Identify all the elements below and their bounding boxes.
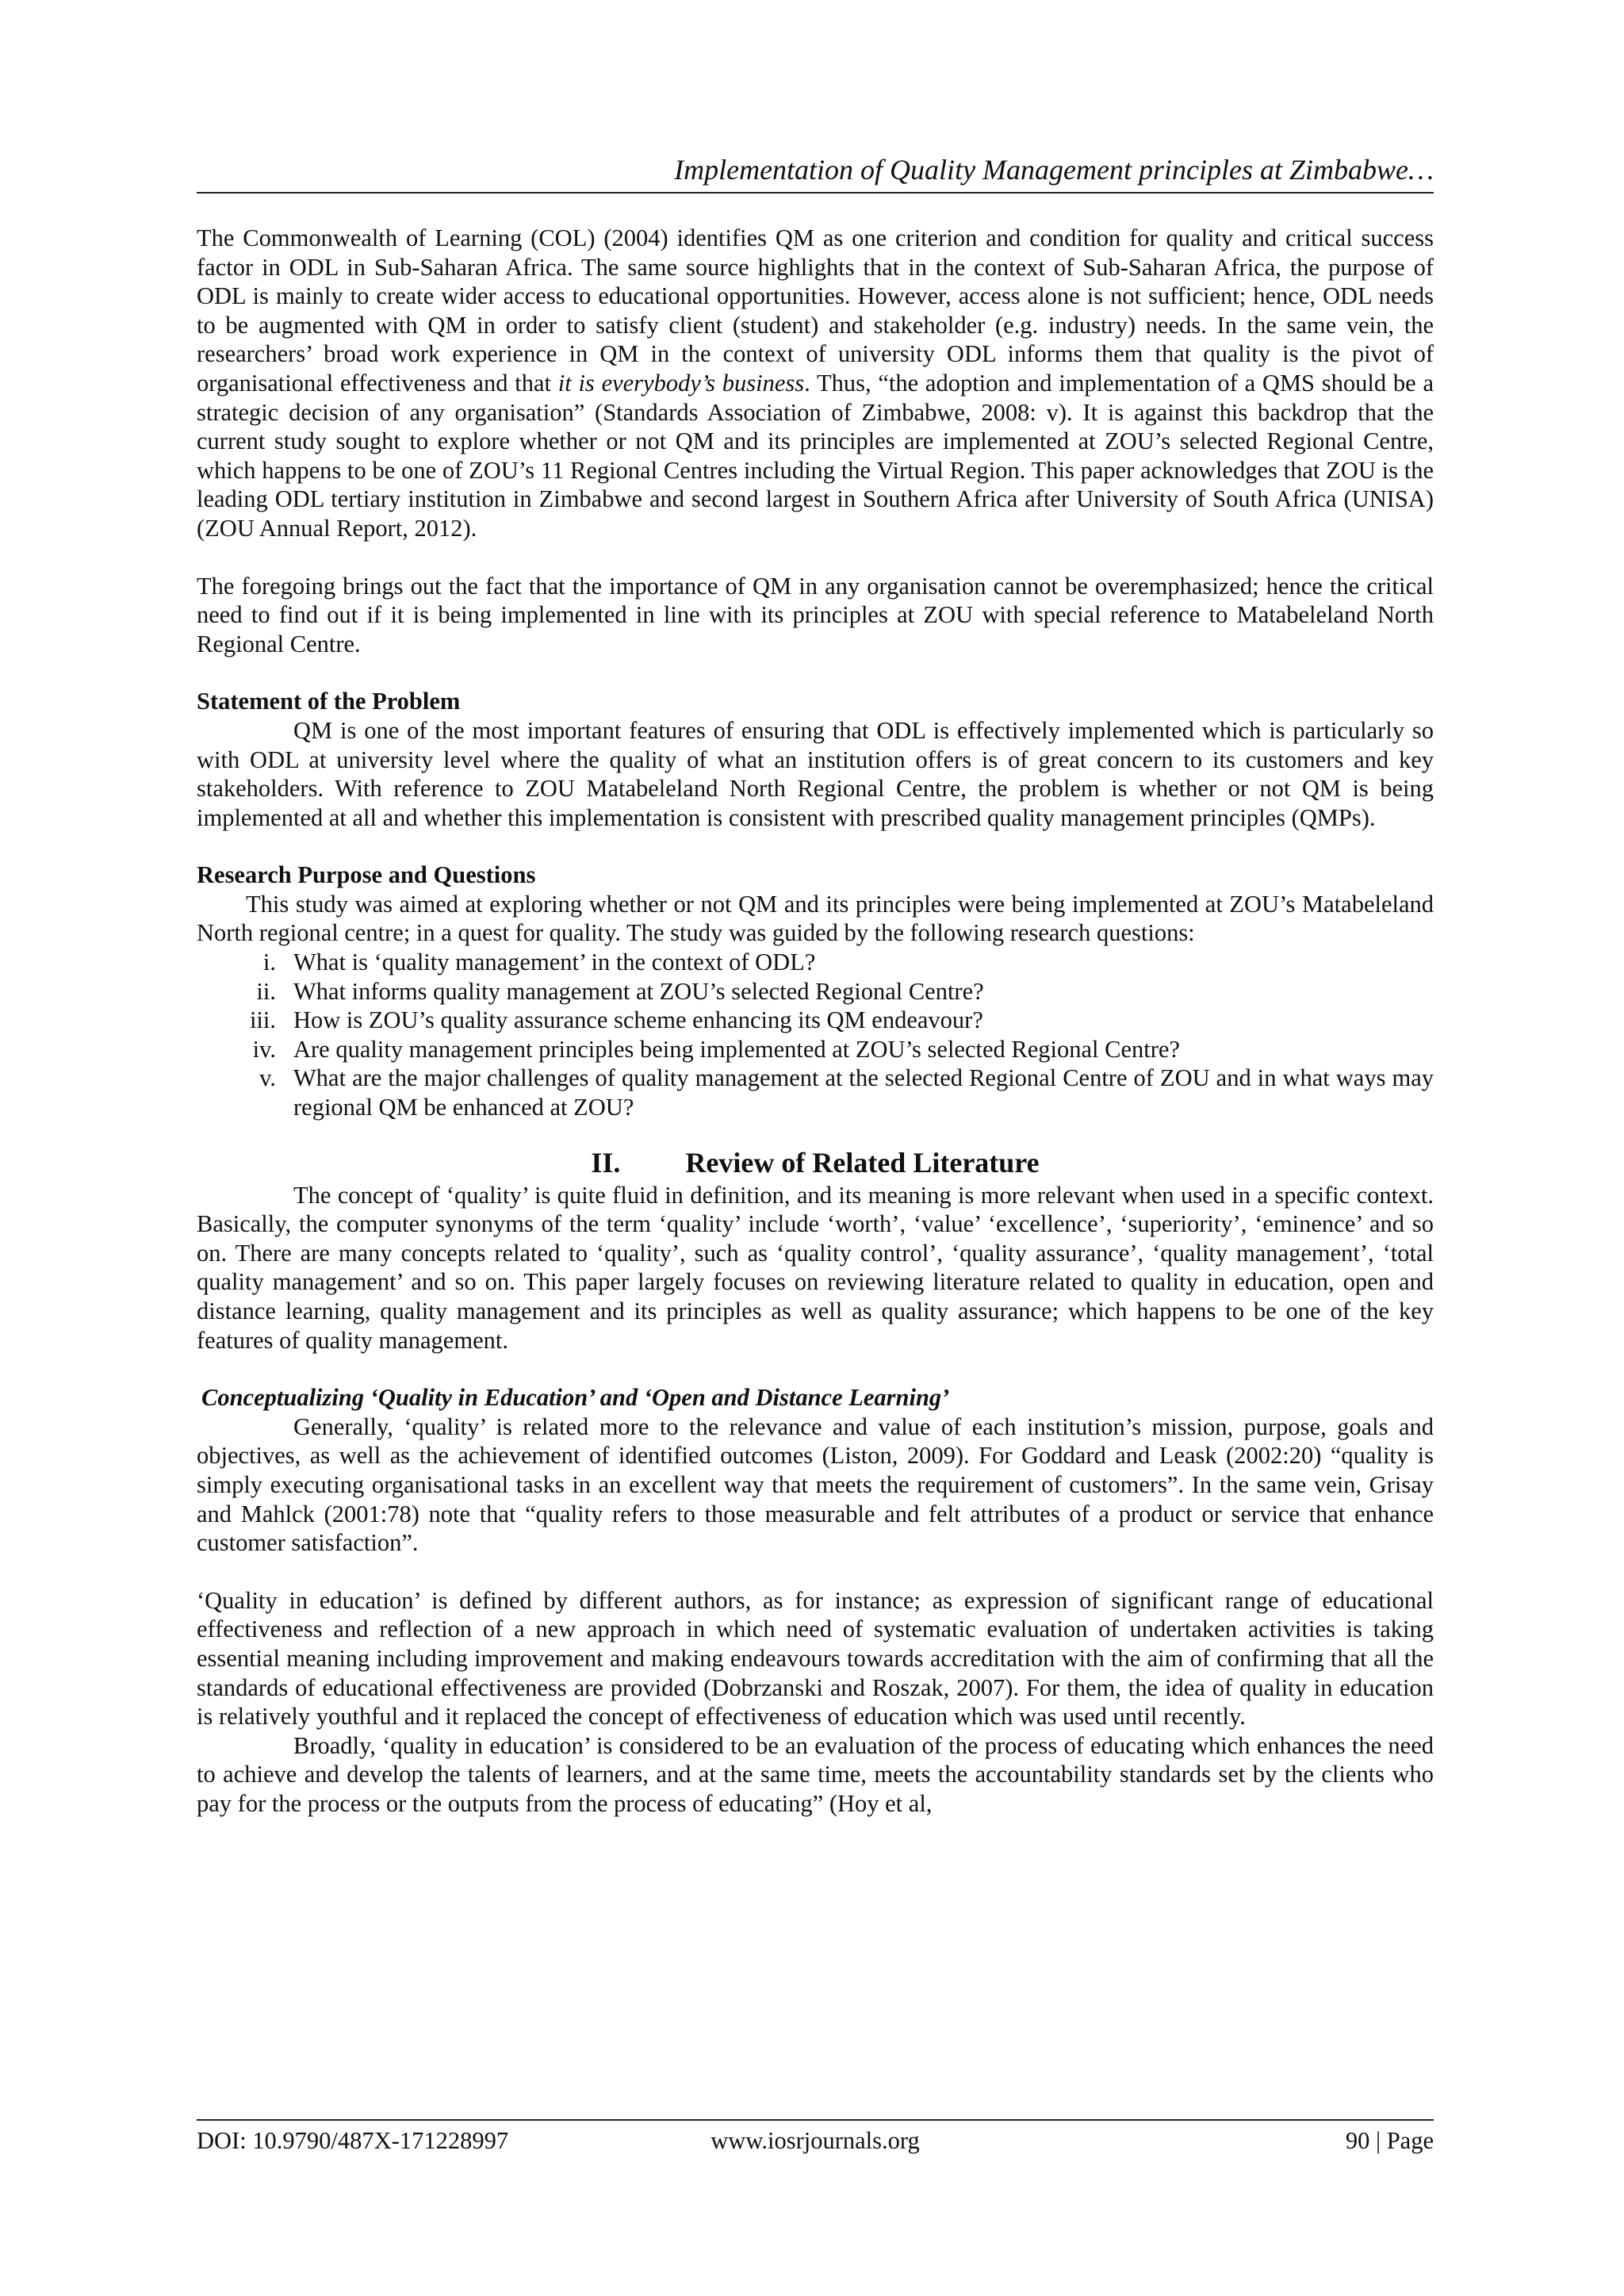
header-divider: [197, 192, 1434, 194]
list-item: [197, 977, 1434, 1006]
problem-heading: Statement of the Problem: [197, 688, 461, 715]
concept-paragraph-2: ‘Quality in education’ is defined by different authors, as for instance; as expression of significant range of educational effectiveness and reflection of a new approach in which need of systematic evaluation of undertaken activities is taking essential meaning including improvement and making endeavours towards accreditation with the aim of confirming that all the standards of educational effectiveness are provided (Dobrzanski and Roszak, 2007). For them, the idea of quality in education is relatively youthful and it replaced the concept of effectiveness of education which was used until recently.: [197, 1586, 1434, 1731]
list-item: [197, 948, 1434, 977]
list-item: [197, 1006, 1434, 1035]
literature-paragraph: The concept of ‘quality’ is quite fluid in definition, and its meaning is more relevant when used in a specific context. Basically, the computer synonyms of the term ‘quality’ include ‘worth’, ‘value’ ‘excellence’, ‘superiority’, ‘eminence’ and so on. There are many concepts related to ‘quality’, such as ‘quality control’, ‘quality assurance’, ‘quality management’, ‘total quality management’ and so on. This paper largely focuses on reviewing literature related to quality in education, open and distance learning, quality management and its principles as well as quality assurance; which happens to be one of the key features of quality management.: [197, 1181, 1434, 1354]
question-text: Are quality management principles being implemented at ZOU’s selected Regional Centre?: [293, 1035, 1180, 1063]
intro-text-b: . Thus, “the adoption and implementation of a QMS should be a strategic decision of any organisation” (Standards Association of Zimbabwe, 2008: v). It is against this backdrop that the current study sought to explore whether or not QM and its principles are implemented at ZOU’s selected Regional Centre, which happens to be one of ZOU’s 11 Regional Centres including the Virtual Region. This paper acknowledges that ZOU is the leading ODL tertiary institution in Zimbabwe and second largest in Southern Africa after University of South Africa (UNISA) (ZOU Annual Report, 2012).: [197, 369, 1434, 542]
journal-page: [197, 0, 1434, 2296]
doi-text: DOI: 10.9790/487X-171228997: [197, 2127, 509, 2154]
section-number: II.: [591, 1146, 621, 1179]
purpose-heading: Research Purpose and Questions: [197, 861, 536, 889]
question-text: What informs quality management at ZOU’s selected Regional Centre?: [293, 977, 984, 1005]
purpose-paragraph: This study was aimed at exploring whether or not QM and its principles were being implemented at ZOU’s Matabeleland North regional centre; in a quest for quality. The study was guided by the following research questions:: [197, 890, 1434, 947]
section-heading: [197, 1146, 1434, 1179]
concept-paragraph-3: Broadly, ‘quality in education’ is considered to be an evaluation of the process of educating which enhances the need to achieve and develop the talents of learners, and at the same time, meets the accountability standards set by the clients who pay for the process or the outputs from the process of educating” (Hoy et al,: [197, 1731, 1434, 1817]
research-questions-list: [197, 948, 1434, 1122]
question-text: How is ZOU’s quality assurance scheme enhancing its QM endeavour?: [293, 1006, 983, 1034]
concept-paragraph-1: Generally, ‘quality’ is related more to the relevance and value of each institution’s mission, purpose, goals and objectives, as well as the achievement of identified outcomes (Liston, 2009). For Goddard and Leask (2002:20) “quality is simply executing organisational tasks in an excellent way that meets the requirement of customers”. In the same vein, Grisay and Mahlck (2001:78) note that “quality refers to those measurable and felt attributes of a product or service that enhance customer satisfaction”.: [197, 1412, 1434, 1557]
question-text: What are the major challenges of quality management at the selected Regional Centre of ZOU and in what ways may regional QM be enhanced at ZOU?: [293, 1064, 1434, 1121]
intro-emphasis: it is everybody’s business: [557, 369, 805, 397]
section-title: Review of Related Literature: [685, 1146, 1040, 1179]
question-number: v.: [259, 1064, 276, 1092]
list-item: [197, 1064, 1434, 1121]
article-body: [197, 224, 1434, 1819]
intro-paragraph-1: [197, 224, 1434, 543]
page-number: 90 | Page: [1345, 2127, 1434, 2154]
footer-divider: [197, 2119, 1434, 2121]
concept-heading: Conceptualizing ‘Quality in Education’ and ‘Open and Distance Learning’: [201, 1384, 950, 1412]
list-item: [197, 1035, 1434, 1064]
running-header: Implementation of Quality Management principles at Zimbabwe…: [674, 154, 1434, 186]
question-number: ii.: [256, 977, 276, 1005]
problem-paragraph: QM is one of the most important features of ensuring that ODL is effectively implemented which is particularly so with ODL at university level where the quality of what an institution offers is of great concern to its customers and key stakeholders. With reference to ZOU Matabeleland North Regional Centre, the problem is whether or not QM is being implemented at all and whether this implementation is consistent with prescribed quality management principles (QMPs).: [197, 716, 1434, 831]
intro-text-a: The Commonwealth of Learning (COL) (2004) identifies QM as one criterion and condition for quality and critical success factor in ODL in Sub-Saharan Africa. The same source highlights that in the context of Sub-Saharan Africa, the purpose of ODL is mainly to create wider access to educational opportunities. However, access alone is not sufficient; hence, ODL needs to be augmented with QM in order to satisfy client (student) and stakeholder (e.g. industry) needs. In the same vein, the researchers’ broad work experience in QM in the context of university ODL informs them that quality is the pivot of organisational effectiveness and that: [197, 224, 1434, 397]
intro-paragraph-2: The foregoing brings out the fact that the importance of QM in any organisation cannot be overemphasized; hence the critical need to find out if it is being implemented in line with its principles at ZOU with special reference to Matabeleland North Regional Centre.: [197, 572, 1434, 657]
journal-website: www.iosrjournals.org: [710, 2127, 920, 2154]
question-number: i.: [262, 949, 276, 976]
question-number: iv.: [252, 1035, 276, 1063]
question-number: iii.: [249, 1006, 276, 1034]
question-text: What is ‘quality management’ in the context of ODL?: [293, 949, 816, 976]
